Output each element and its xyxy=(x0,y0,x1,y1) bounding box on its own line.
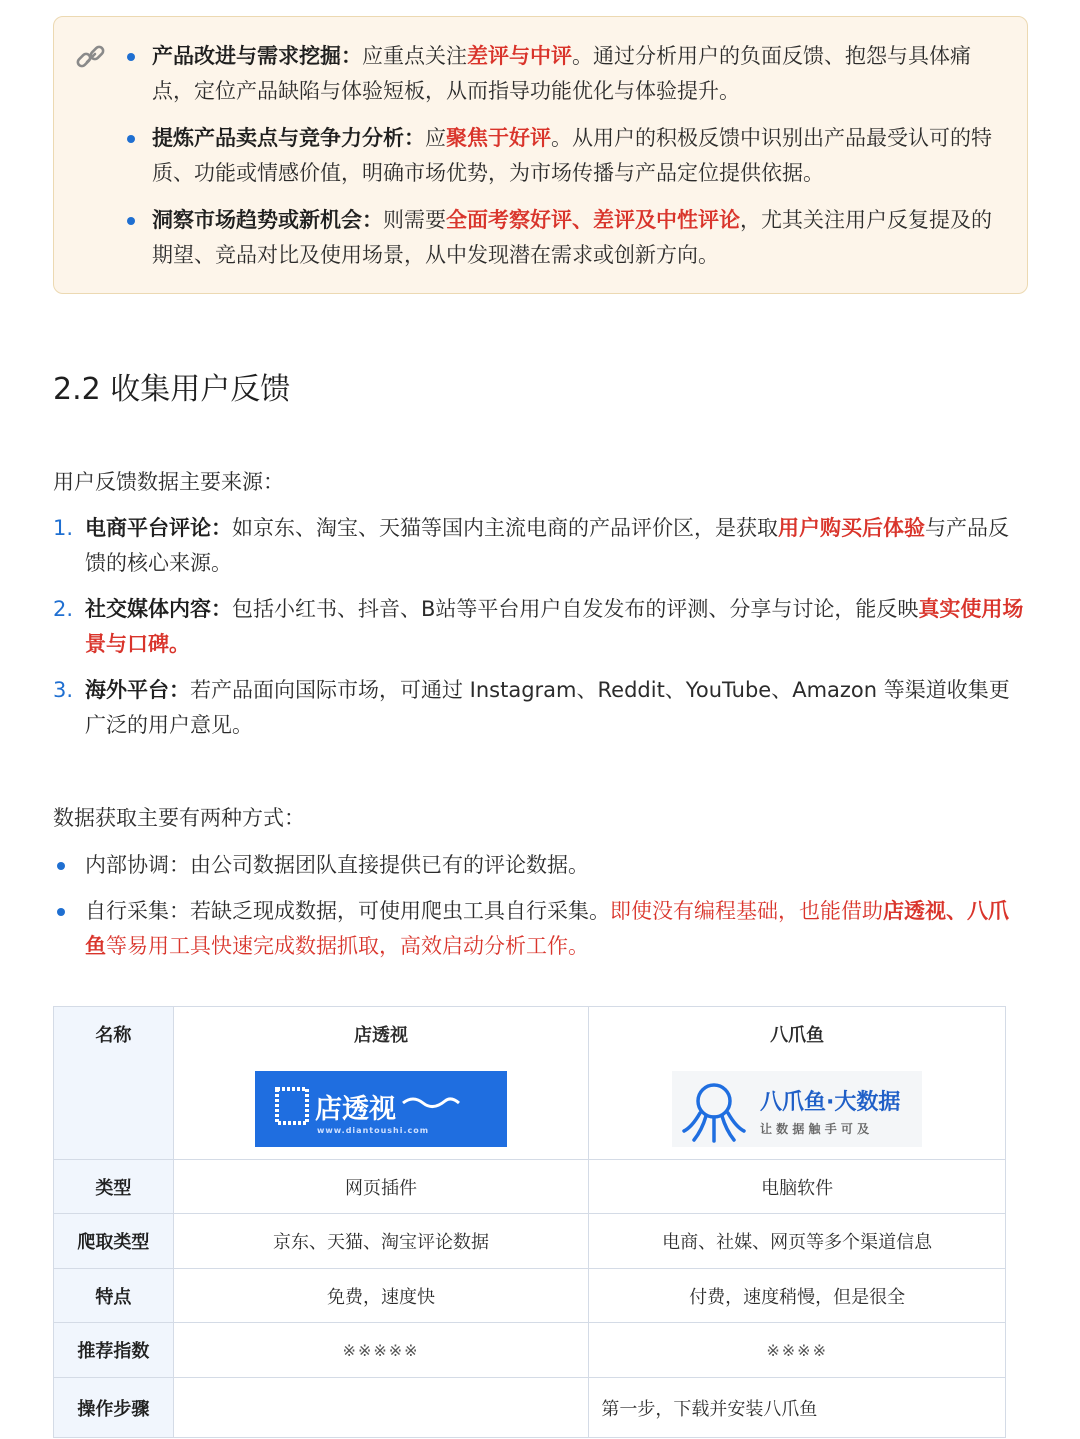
rating-tool1: ※※※※※ xyxy=(173,1323,589,1378)
table-row xyxy=(54,1323,1006,1378)
method-item: 自行采集：若缺乏现成数据，可使用爬虫工具自行采集。即使没有编程基础，也能借助店透视、八爪鱼等易用工具快速完成数据抓取，高效启动分析工作。 xyxy=(53,894,1028,964)
cell-tool2: 第一步，下载并安装八爪鱼 xyxy=(589,1378,1006,1438)
sources-list xyxy=(53,511,1028,754)
cell-tool2: 电商、社媒、网页等多个渠道信息 xyxy=(589,1214,1006,1269)
method-item: 内部协调：由公司数据团队直接提供已有的评论数据。 xyxy=(53,848,1028,883)
row-label: 类型 xyxy=(54,1160,174,1214)
table-row xyxy=(54,1378,1006,1438)
svg-text:店透视: 店透视 xyxy=(315,1094,397,1125)
tools-comparison-table xyxy=(53,1006,1006,1438)
table-header-tool2: 八爪鱼 八爪鱼·大数据 让 数 据 触 手 可 及 xyxy=(589,1007,1006,1160)
rating-tool2: ※※※※ xyxy=(589,1323,1006,1378)
svg-text:八爪鱼·大数据: 八爪鱼·大数据 xyxy=(760,1090,901,1115)
callout-item: 提炼产品卖点与竞争力分析：应聚焦于好评。从用户的积极反馈中识别出产品最受认可的特质、功能或情感价值，明确市场优势，为市场传播与产品定位提供依据。 xyxy=(124,121,1009,191)
diantoushi-logo xyxy=(255,1071,507,1147)
cell-tool1: 京东、天猫、淘宝评论数据 xyxy=(173,1214,589,1269)
cell-tool2: 电脑软件 xyxy=(589,1160,1006,1214)
bazhuayu-logo xyxy=(672,1071,922,1147)
table-row xyxy=(54,1160,1006,1214)
section-title: 2.2 收集用户反馈 xyxy=(53,372,291,407)
table-row xyxy=(54,1269,1006,1323)
table-header-label: 名称 xyxy=(54,1007,174,1160)
callout-item: 产品改进与需求挖掘：应重点关注差评与中评。通过分析用户的负面反馈、抱怨与具体痛点，定位产品缺陷与体验短板，从而指导功能优化与体验提升。 xyxy=(124,39,1009,109)
methods-list xyxy=(53,848,1028,975)
callout-item: 洞察市场趋势或新机会：则需要全面考察好评、差评及中性评论，尤其关注用户反复提及的期望、竞品对比及使用场景，从中发现潜在需求或创新方向。 xyxy=(124,203,1009,273)
svg-text:让 数 据 触 手 可 及: 让 数 据 触 手 可 及 xyxy=(760,1122,870,1136)
source-item: 2. 社交媒体内容：包括小红书、抖音、B站等平台用户自发发布的评测、分享与讨论，能反映真实使用场景与口碑。 xyxy=(53,597,1024,656)
callout-list xyxy=(124,39,1009,285)
cell-tool1: 网页插件 xyxy=(173,1160,589,1214)
source-item: 3. 海外平台：若产品面向国际市场，可通过 Instagram、Reddit、YouTube、Amazon 等渠道收集更广泛的用户意见。 xyxy=(53,678,1010,737)
methods-intro: 数据获取主要有两种方式： xyxy=(53,806,305,830)
table-header-tool1: 店透视 店透视 www.diantoushi.com xyxy=(173,1007,589,1160)
sources-intro: 用户反馈数据主要来源： xyxy=(53,470,284,494)
row-label: 操作步骤 xyxy=(54,1378,174,1438)
table-row xyxy=(54,1214,1006,1269)
row-label: 特点 xyxy=(54,1269,174,1323)
source-item: 1. 电商平台评论：如京东、淘宝、天猫等国内主流电商的产品评价区，是获取用户购买后体验与产品反馈的核心来源。 xyxy=(53,516,1009,575)
row-label: 推荐指数 xyxy=(54,1323,174,1378)
svg-text:www.diantoushi.com: www.diantoushi.com xyxy=(317,1126,430,1135)
table-header-row xyxy=(54,1007,1006,1160)
link-icon xyxy=(74,41,108,75)
tips-callout xyxy=(53,16,1028,294)
cell-tool2: 付费，速度稍慢，但是很全 xyxy=(589,1269,1006,1323)
cell-tool1 xyxy=(173,1378,589,1438)
cell-tool1: 免费，速度快 xyxy=(173,1269,589,1323)
row-label: 爬取类型 xyxy=(54,1214,174,1269)
